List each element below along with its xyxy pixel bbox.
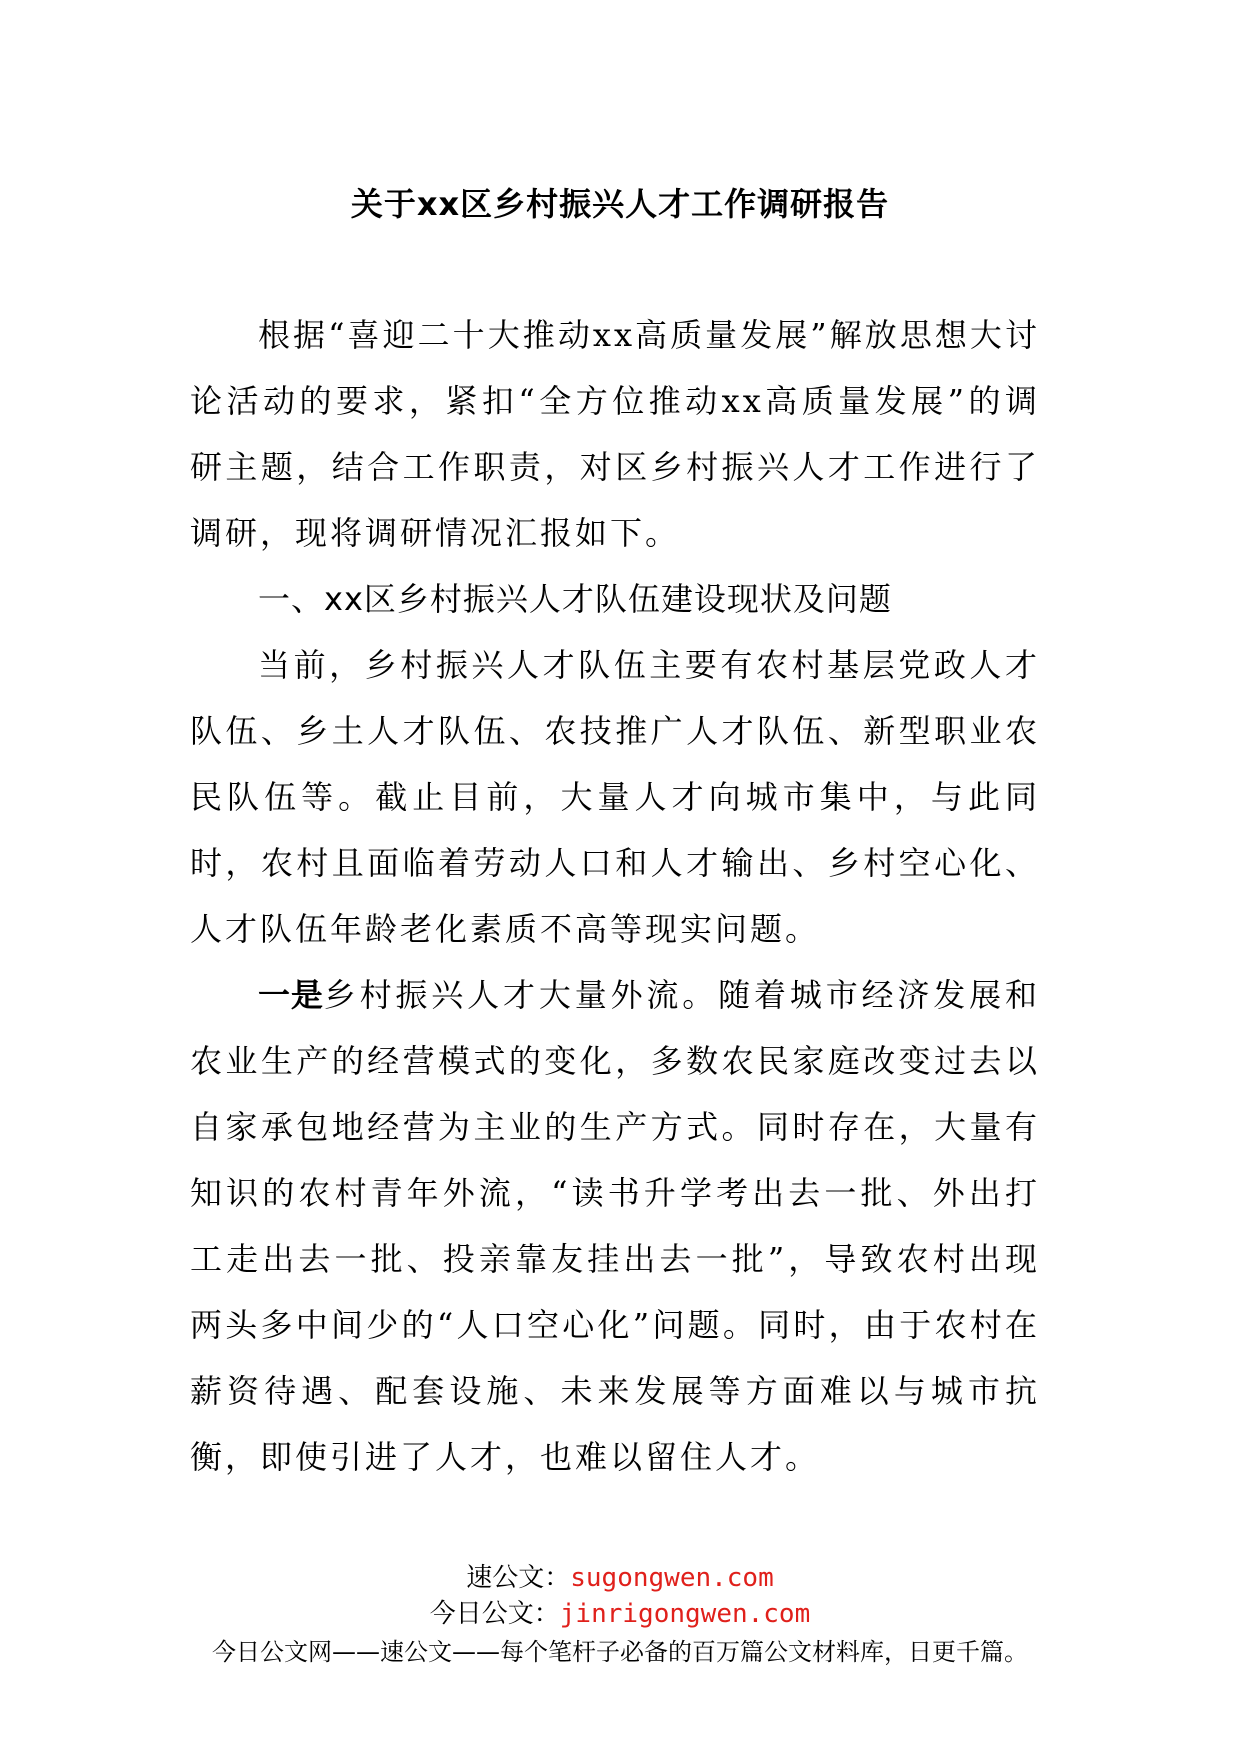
footer-tagline: 今日公文网——速公文——每个笔杆子必备的百万篇公文材料库，日更千篇。 (212, 1638, 1028, 1666)
intro-paragraph: 根据“喜迎二十大推动xx高质量发展”解放思想大讨论活动的要求，紧扣“全方位推动xx高质量发展”的调研主题，结合工作职责，对区乡村振兴人才工作进行了调研，现将调研情况汇报如下。 (190, 316, 1040, 552)
footer-line-jinrigongwen (0, 1596, 1240, 1632)
footer-link-sugongwen[interactable]: sugongwen.com (570, 1563, 774, 1593)
point-body: 乡村振兴人才大量外流。随着城市经济发展和农业生产的经营模式的变化，多数农民家庭改变过去以自家承包地经营为主业的生产方式。同时存在，大量有知识的农村青年外流，“读书升学考出去一批、外出打工走出去一批、投亲靠友挂出去一批”，导致农村出现两头多中间少的“人口空心化”问题。同时，由于农村在薪资待遇、配套设施、未来发展等方面难以与城市抗衡，即使引进了人才，也难以留住人才。 (190, 976, 1040, 1476)
document-title: 关于xx区乡村振兴人才工作调研报告 (350, 185, 890, 223)
point-paragraph (190, 962, 1040, 1490)
section-heading: 一、xx区乡村振兴人才队伍建设现状及问题 (258, 580, 892, 618)
document-body (190, 302, 1040, 1490)
footer-label-sugongwen: 速公文： (466, 1563, 571, 1593)
footer-line-sugongwen (0, 1560, 1240, 1596)
section-paragraph: 当前，乡村振兴人才队伍主要有农村基层党政人才队伍、乡土人才队伍、农技推广人才队伍、新型职业农民队伍等。截止目前，大量人才向城市集中，与此同时，农村且面临着劳动人口和人才输出、乡村空心化、人才队伍年龄老化素质不高等现实问题。 (190, 646, 1040, 948)
point-lead: 一是 (258, 976, 324, 1014)
footer-link-jinrigongwen[interactable]: jinrigongwen.com (559, 1599, 811, 1629)
footer-label-jinrigongwen: 今日公文： (429, 1599, 560, 1629)
footer (0, 1560, 1240, 1670)
